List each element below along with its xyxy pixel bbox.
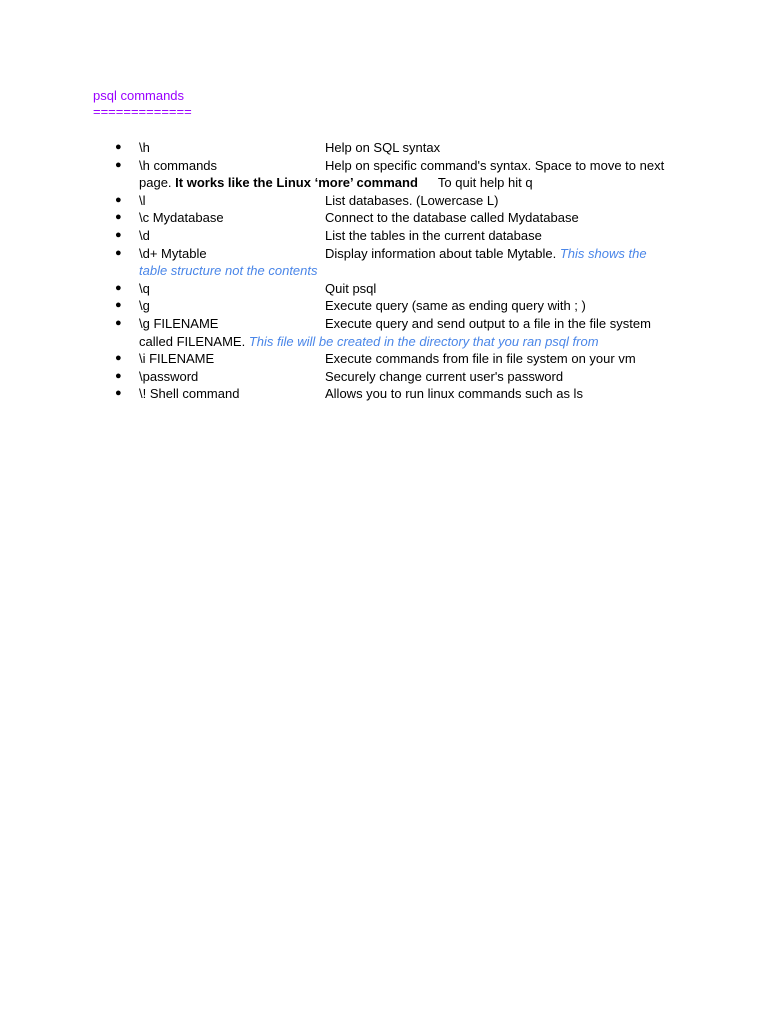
list-item [0, 297, 768, 315]
quit-hint: To quit help hit q [437, 175, 533, 191]
command-description: Connect to the database called Mydatabase [325, 210, 579, 226]
command-description: Help on specific command's syntax. Space to move to next page. [139, 157, 665, 191]
title-underline: ============= [93, 104, 192, 119]
bullet-icon: ● [115, 369, 122, 382]
bullet-icon: ● [115, 352, 122, 365]
bullet-icon: ● [115, 193, 122, 206]
list-item [0, 350, 768, 368]
command-name: \l [139, 192, 146, 208]
bullet-icon: ● [115, 299, 122, 312]
command-name: \d [139, 227, 150, 243]
command-name: \h commands [139, 157, 218, 173]
list-item [0, 192, 768, 210]
command-description: Execute query (same as ending query with ; ) [325, 298, 586, 314]
list-item [0, 139, 768, 157]
command-description: List the tables in the current database [325, 227, 542, 243]
bullet-icon: ● [115, 211, 122, 224]
list-item [0, 227, 768, 245]
bullet-icon: ● [115, 141, 122, 153]
command-name: \g FILENAME [139, 315, 219, 331]
command-description: Help on SQL syntax [325, 140, 441, 155]
list-item [0, 157, 768, 192]
bullet-icon: ● [115, 228, 122, 241]
list-item [0, 368, 768, 386]
list-item [0, 209, 768, 227]
bullet-icon: ● [115, 158, 122, 171]
command-name: \q [139, 280, 150, 296]
command-name: \g [139, 298, 150, 314]
italic-note: This shows the table structure not the contents [139, 245, 647, 279]
command-name: \i FILENAME [139, 351, 215, 367]
command-description: Execute commands from file in file system on your vm [325, 351, 636, 367]
command-description: Quit psql [325, 280, 377, 296]
bold-note: It works like the Linux ‘more’ command [175, 175, 418, 191]
command-name: \h [139, 140, 150, 155]
command-name: \c Mydatabase [139, 210, 224, 226]
command-description: Allows you to run linux commands such as ls [325, 386, 583, 402]
list-item [0, 385, 768, 403]
command-description: List databases. (Lowercase L) [325, 192, 499, 208]
page-title: psql commands [93, 88, 185, 103]
command-name: \! Shell command [139, 386, 240, 402]
command-name: \d+ Mytable [139, 245, 207, 261]
bullet-icon: ● [115, 387, 122, 400]
bullet-icon: ● [115, 316, 122, 329]
bullet-icon: ● [115, 246, 122, 259]
command-description: Display information about table Mytable. [325, 245, 557, 261]
bullet-icon: ● [115, 281, 122, 294]
command-description: Securely change current user's password [325, 368, 564, 384]
command-list [0, 139, 768, 403]
list-item [0, 245, 768, 280]
italic-note: This file will be created in the directory that you ran psql from [248, 333, 599, 349]
command-name: \password [139, 368, 199, 384]
list-item [0, 280, 768, 298]
list-item [0, 315, 768, 350]
command-description: Execute query and send output to a file in the file system called FILENAME. [139, 315, 651, 349]
